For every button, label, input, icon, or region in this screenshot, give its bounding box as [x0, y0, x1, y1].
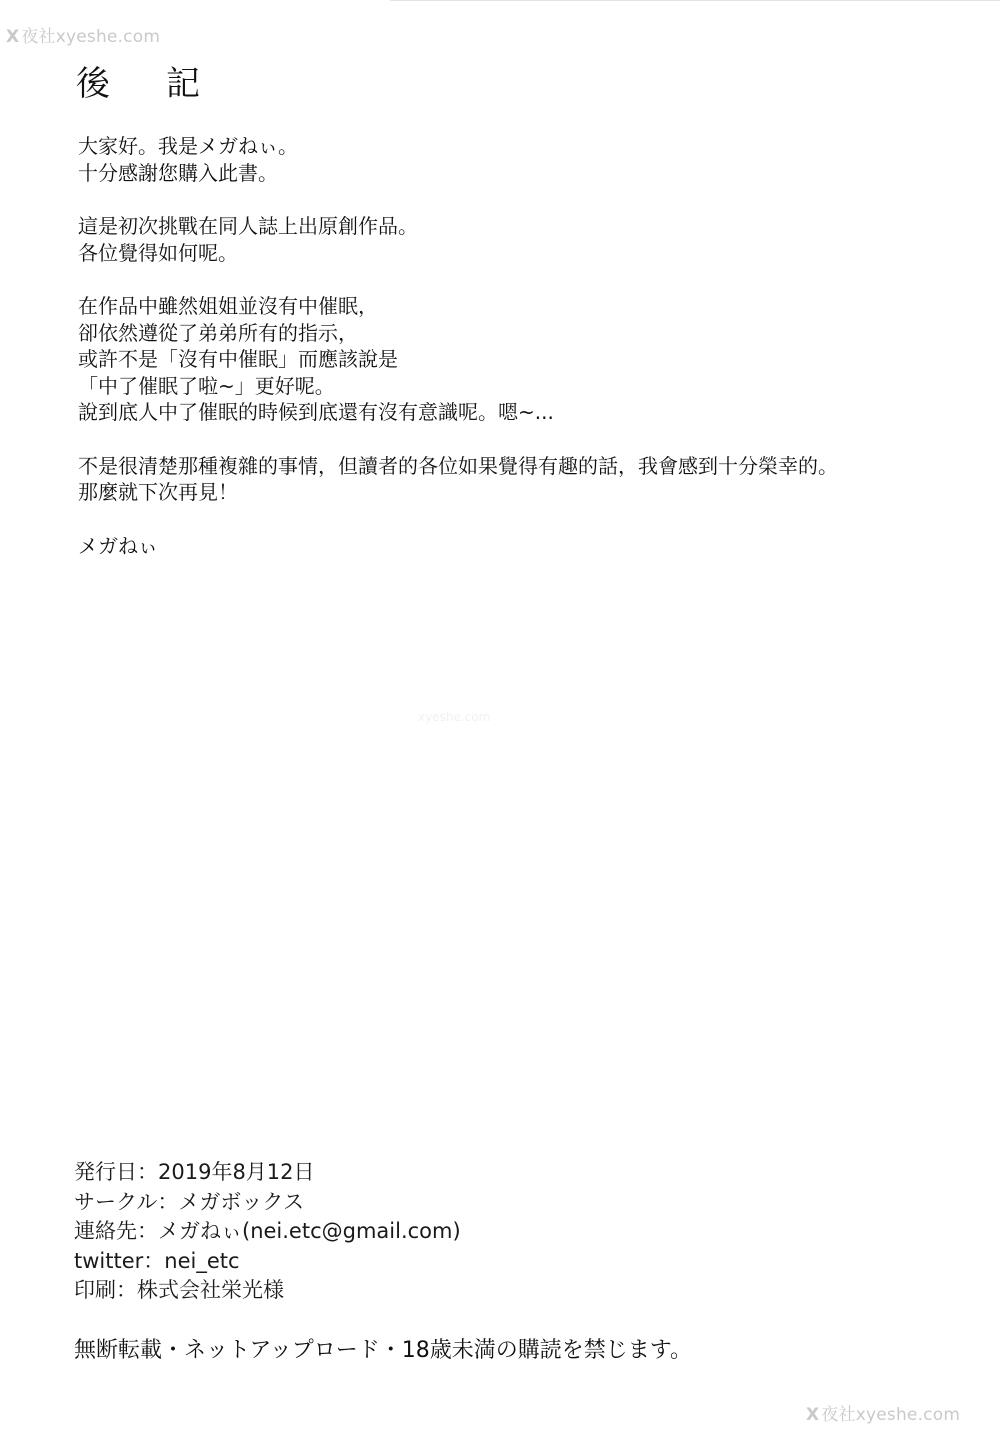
- text-line: 說到底人中了催眠的時候到底還有沒有意識呢。嗯~...: [78, 400, 554, 424]
- watermark-top: X 夜社xyeshe.com: [6, 27, 161, 47]
- watermark-logo-icon: X: [6, 27, 20, 47]
- watermark-logo-icon: X: [806, 1405, 820, 1425]
- text-line: 那麼就下次再見！: [78, 480, 238, 504]
- watermark-center: xyeshe.com: [418, 710, 491, 724]
- paragraph-hypnosis: [78, 293, 938, 426]
- colophon-contact: 連絡先：メガねぃ(nei.etc@gmail.com): [74, 1219, 461, 1243]
- colophon-twitter: twitter：nei_etc: [74, 1248, 240, 1273]
- page-title: 後記: [76, 64, 256, 104]
- colophon-circle: サークル：メガボックス: [74, 1189, 305, 1214]
- text-line: 在作品中雖然姐姐並沒有中催眠，: [78, 294, 378, 318]
- author-signature: メガねぃ: [78, 533, 158, 558]
- text-line: 各位覺得如何呢。: [78, 240, 238, 265]
- afterword-body: [78, 133, 938, 559]
- text-line: 十分感謝您購入此書。: [78, 160, 278, 185]
- reproduction-notice: 無断転載・ネットアップロード・18歳未満の購読を禁じます。: [74, 1338, 693, 1363]
- paragraph-challenge: [78, 213, 938, 266]
- text-line: 這是初次挑戰在同人誌上出原創作品。: [78, 214, 418, 238]
- text-line: 不是很清楚那種複雜的事情，但讀者的各位如果覺得有趣的話，我會感到十分榮幸的。: [78, 453, 838, 478]
- paragraph-greeting: [78, 133, 938, 186]
- scan-edge-line: [390, 0, 1000, 1]
- text-line: 大家好。我是メガねぃ。: [78, 134, 298, 158]
- paragraph-closing: [78, 453, 938, 506]
- colophon-publish-date: 発行日：2019年8月12日: [74, 1160, 315, 1184]
- watermark-bottom: X 夜社xyeshe.com: [806, 1405, 961, 1425]
- text-line: 卻依然遵從了弟弟所有的指示，: [78, 320, 358, 345]
- text-line: 或許不是「沒有中催眠」而應該說是: [78, 347, 398, 371]
- colophon: [74, 1158, 461, 1306]
- text-line: 「中了催眠了啦~」更好呢。: [78, 373, 335, 398]
- colophon-printer: 印刷：株式会社栄光様: [74, 1278, 284, 1302]
